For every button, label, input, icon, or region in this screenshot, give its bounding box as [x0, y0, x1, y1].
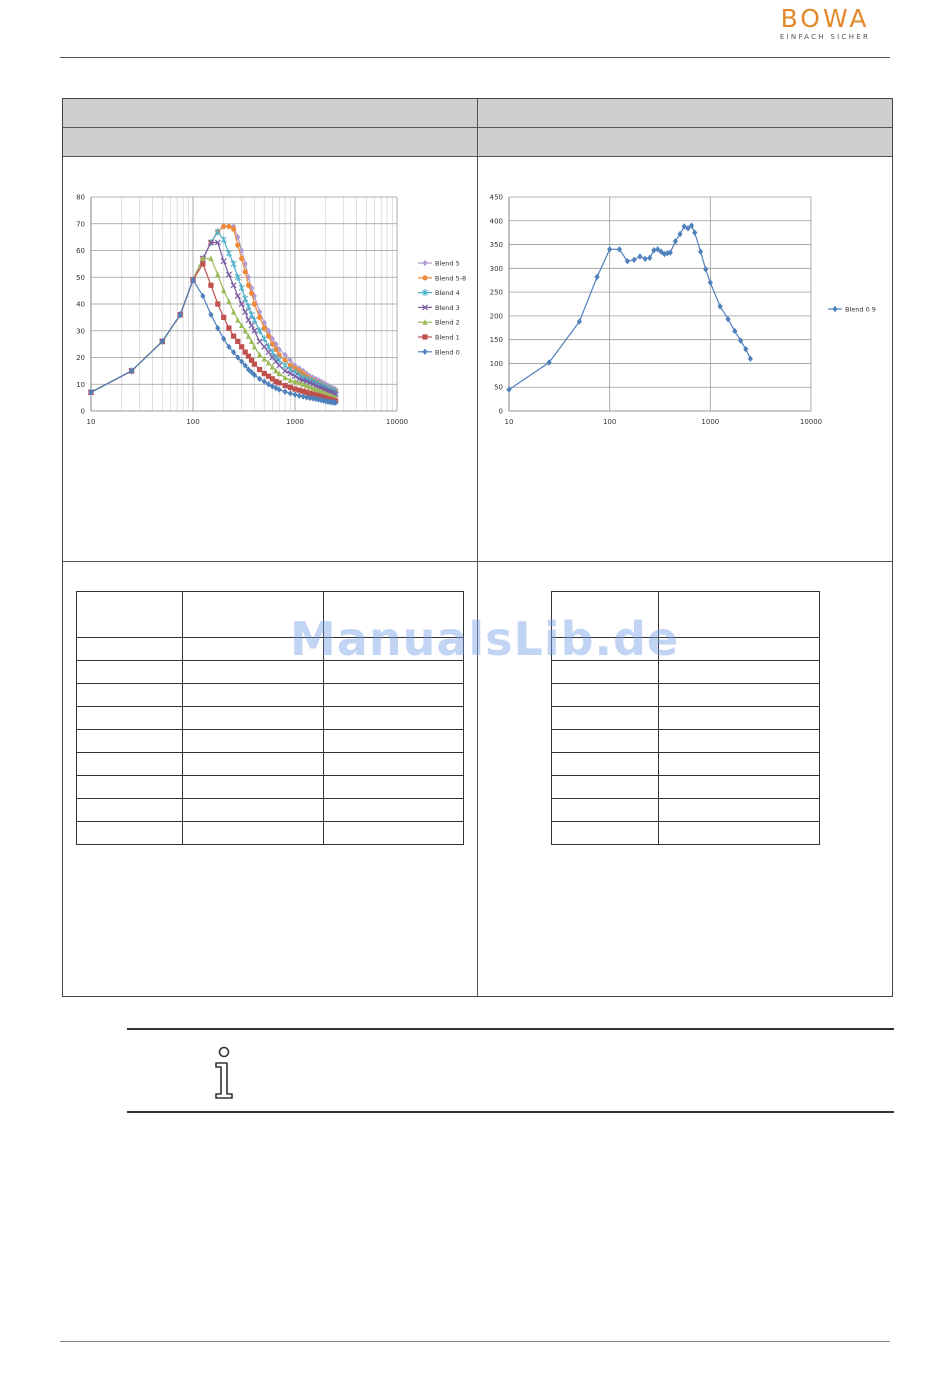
y-tick-label: 150	[489, 336, 503, 345]
data-point	[215, 271, 220, 277]
table-cell	[658, 753, 819, 776]
footer-rule	[60, 1341, 890, 1342]
header-rule	[60, 57, 890, 58]
data-point	[257, 367, 262, 372]
table-cell	[183, 684, 323, 707]
data-point	[221, 288, 226, 294]
data-point	[283, 362, 288, 369]
table-cell	[183, 730, 323, 753]
data-point	[288, 385, 293, 390]
table-cell	[658, 799, 819, 822]
x-tick-label: 1000	[701, 418, 720, 426]
table-cell	[183, 822, 323, 845]
legend-label: Blend 5	[435, 259, 460, 268]
x-tick-label: 100	[602, 418, 617, 426]
data-point	[249, 323, 254, 328]
table-cell	[658, 592, 819, 638]
table-cell	[658, 822, 819, 845]
table-cell	[77, 822, 183, 845]
table-row	[552, 753, 820, 776]
table-cell	[552, 707, 659, 730]
table-row	[77, 776, 464, 799]
data-point	[243, 295, 248, 302]
data-point	[226, 250, 231, 257]
data-point	[643, 256, 648, 262]
table-row	[552, 684, 820, 707]
table-cell	[77, 799, 183, 822]
data-point	[273, 347, 278, 352]
data-point	[257, 315, 262, 320]
y-tick-label: 400	[489, 217, 503, 226]
table-row	[77, 684, 464, 707]
logo-tagline: EINFACH SICHER	[779, 33, 871, 41]
series-line	[509, 226, 750, 390]
y-tick-label: 0	[80, 407, 85, 416]
legend-label: Blend 0	[435, 348, 460, 357]
legend-label: Blend 2	[435, 318, 460, 327]
data-point	[607, 246, 612, 252]
y-tick-label: 300	[489, 264, 503, 273]
legend-marker	[422, 334, 427, 339]
table-cell	[552, 799, 659, 822]
data-point	[748, 355, 753, 361]
data-point	[208, 283, 213, 288]
legend-marker	[832, 306, 837, 312]
data-point	[257, 339, 262, 344]
table-row	[552, 776, 820, 799]
data-point	[226, 298, 231, 304]
legend-label: Blend 1	[435, 333, 460, 342]
table-row	[77, 730, 464, 753]
data-point	[243, 309, 248, 314]
table-cell	[77, 684, 183, 707]
y-tick-label: 40	[76, 300, 85, 309]
table-cell	[77, 730, 183, 753]
table-cell	[323, 707, 463, 730]
data-point	[594, 274, 599, 280]
y-tick-label: 10	[76, 380, 85, 389]
legend-label: Blend 3	[435, 303, 460, 312]
data-point	[231, 283, 236, 288]
y-tick-label: 100	[489, 359, 503, 368]
data-point	[283, 383, 288, 388]
data-point	[252, 362, 257, 367]
data-point	[243, 269, 248, 274]
y-tick-label: 50	[494, 383, 503, 392]
data-point	[257, 376, 262, 382]
legend-label: Blend 4	[435, 289, 460, 298]
table-cell	[658, 707, 819, 730]
table-cell	[323, 684, 463, 707]
legend-label: Blend 0 9	[845, 305, 876, 314]
legend-label: Blend 5-8	[435, 274, 467, 283]
table-row	[77, 822, 464, 845]
y-tick-label: 350	[489, 241, 503, 250]
data-point	[221, 315, 226, 320]
table-cell	[77, 776, 183, 799]
data-point	[226, 224, 231, 229]
data-point	[235, 243, 240, 248]
table-cell	[658, 776, 819, 799]
table-cell	[658, 661, 819, 684]
table-cell	[552, 822, 659, 845]
data-point	[249, 291, 254, 296]
y-tick-label: 80	[76, 193, 85, 202]
y-tick-label: 0	[498, 407, 503, 416]
legend-marker	[422, 349, 427, 355]
table-cell	[77, 638, 183, 661]
data-point	[221, 236, 226, 243]
table-cell	[658, 638, 819, 661]
y-tick-label: 60	[76, 247, 85, 255]
table-cell	[552, 684, 659, 707]
table-cell	[658, 730, 819, 753]
data-point	[200, 261, 205, 266]
data-point	[231, 260, 236, 267]
data-point	[708, 279, 713, 285]
data-point	[226, 272, 231, 277]
data-point	[239, 284, 244, 291]
data-point	[698, 248, 703, 254]
table-cell	[183, 753, 323, 776]
bowa-logo	[760, 6, 890, 41]
info-icon	[212, 1046, 236, 1100]
data-point	[277, 380, 282, 385]
data-point	[637, 253, 642, 259]
y-tick-label: 30	[76, 327, 85, 336]
data-point	[262, 378, 267, 384]
table-cell	[552, 753, 659, 776]
data-point	[288, 390, 293, 396]
info-note	[127, 1028, 894, 1113]
row-divider	[63, 561, 892, 562]
data-point	[246, 317, 251, 322]
table-cell	[552, 776, 659, 799]
x-tick-label: 10000	[799, 418, 823, 426]
data-point	[249, 311, 254, 318]
blend-characteristics-table	[62, 98, 893, 997]
table-cell	[323, 776, 463, 799]
x-tick-label: 100	[186, 418, 200, 426]
y-tick-label: 20	[76, 354, 85, 362]
x-tick-label: 10000	[385, 418, 409, 426]
table-cell	[183, 707, 323, 730]
data-point	[231, 309, 236, 315]
table-cell	[77, 592, 183, 638]
table-cell	[323, 822, 463, 845]
data-point	[231, 334, 236, 339]
table-cell	[658, 684, 819, 707]
watermark: ManualsLib.de	[290, 612, 680, 666]
table-cell	[323, 799, 463, 822]
y-tick-label: 250	[489, 288, 503, 297]
table-row	[552, 822, 820, 845]
logo-wordmark: BOWA	[780, 4, 870, 33]
y-tick-label: 450	[489, 193, 503, 202]
table-cell	[323, 730, 463, 753]
data-point	[235, 339, 240, 344]
table-cell	[77, 661, 183, 684]
data-point	[235, 293, 240, 298]
table-cell	[77, 753, 183, 776]
table-row	[77, 753, 464, 776]
y-tick-label: 200	[489, 312, 503, 321]
x-tick-label: 10	[504, 418, 514, 426]
right-power-curve-chart	[478, 183, 892, 443]
data-point	[252, 301, 257, 306]
data-point	[283, 389, 288, 395]
table-cell	[77, 707, 183, 730]
x-tick-label: 10	[86, 418, 96, 426]
data-point	[703, 266, 708, 272]
legend-marker	[422, 275, 427, 280]
table-row	[77, 707, 464, 730]
y-tick-label: 70	[76, 220, 85, 229]
data-point	[262, 335, 267, 342]
data-point	[288, 377, 293, 383]
table-cell	[552, 730, 659, 753]
data-point	[226, 325, 231, 330]
data-point	[692, 229, 697, 235]
data-point	[283, 374, 288, 380]
data-point	[632, 257, 637, 263]
table-cell	[183, 799, 323, 822]
data-point	[239, 344, 244, 349]
y-tick-label: 50	[76, 273, 85, 282]
table-row	[552, 730, 820, 753]
table-cell	[323, 753, 463, 776]
table-row	[77, 799, 464, 822]
data-point	[262, 325, 267, 330]
data-point	[246, 303, 251, 310]
data-point	[246, 283, 251, 288]
legend-marker	[422, 260, 427, 266]
data-point	[215, 301, 220, 306]
table-row	[552, 707, 820, 730]
data-point	[231, 227, 236, 232]
table-row	[552, 799, 820, 822]
data-point	[252, 316, 257, 323]
x-tick-label: 1000	[286, 418, 304, 426]
table-cell	[183, 776, 323, 799]
left-power-curve-chart	[63, 183, 477, 443]
data-point	[221, 224, 226, 229]
data-point	[239, 256, 244, 261]
